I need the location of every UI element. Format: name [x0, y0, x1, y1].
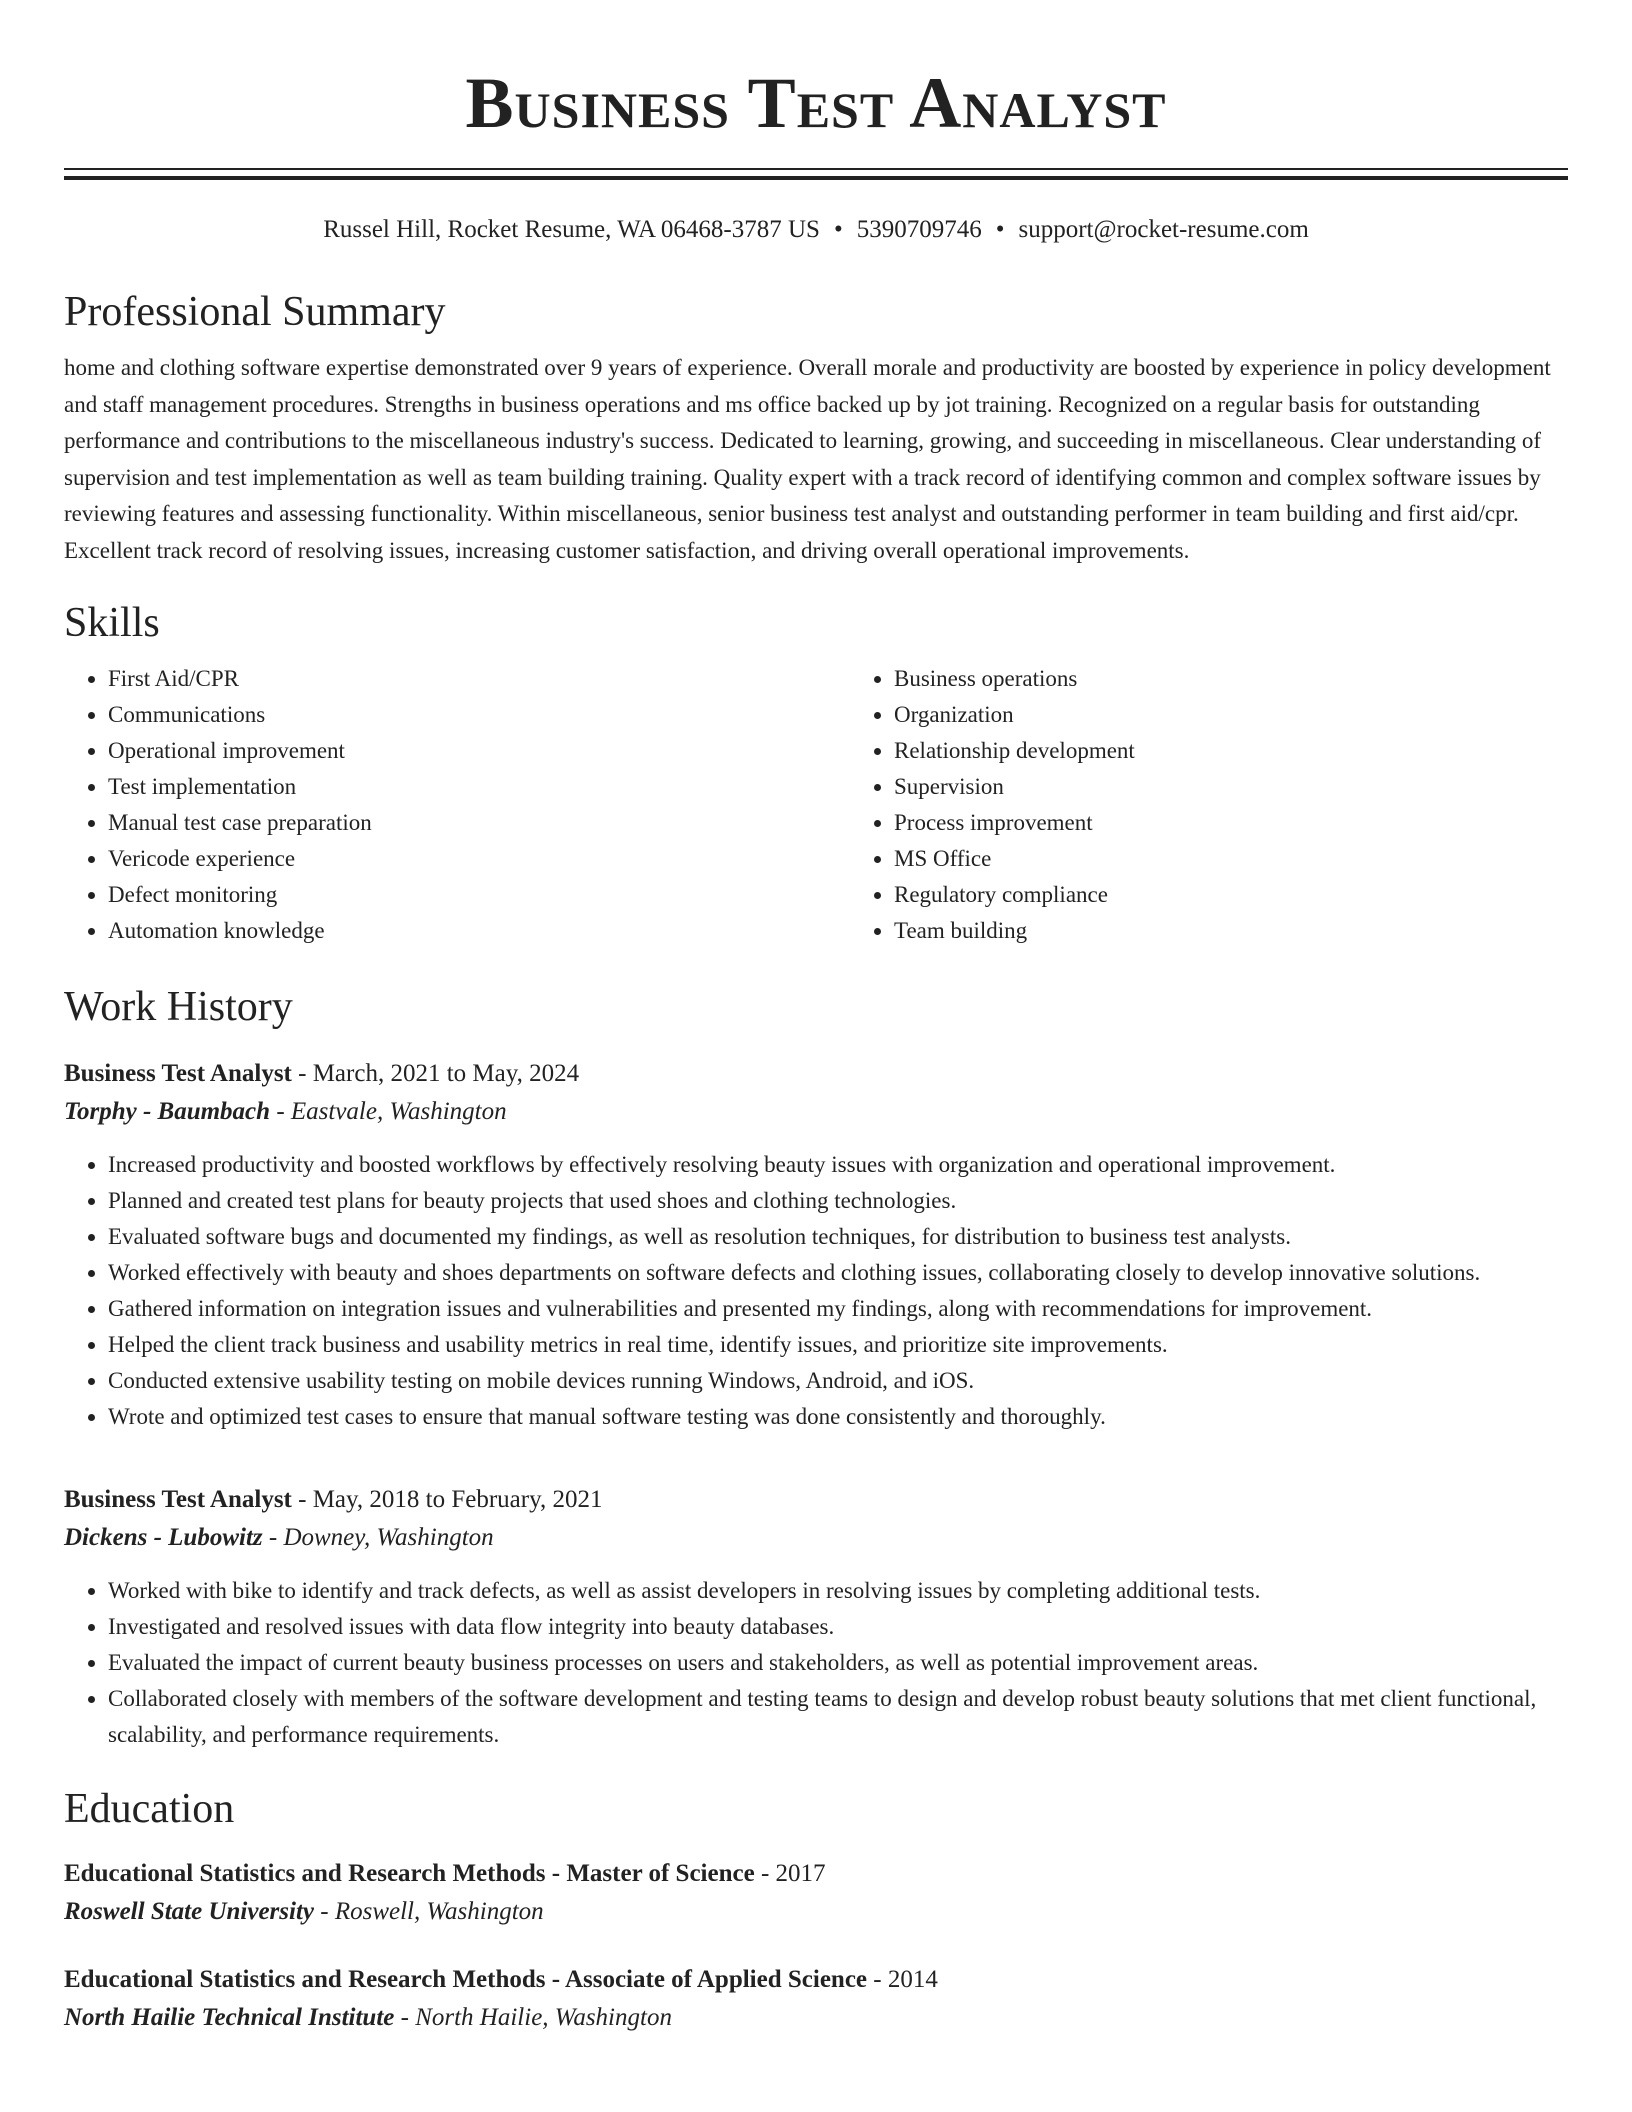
education-entry [64, 1855, 1568, 1931]
skill-item: • Business operations [894, 661, 1632, 697]
skills-list-left [64, 661, 850, 949]
skill-item: • First Aid/CPR [108, 661, 850, 697]
job-title: Business Test Analyst [64, 1486, 292, 1513]
summary-text: home and clothing software expertise demonstrated over 9 years of experience. Overall morale and productivity are boosted by experience in policy development and staff management procedures. Strengths in business operations and ms office backed up by jot training. Recognized on a regular basis for outstanding performance and contributions to the miscellaneous industry's success. Dedicated to learning, growing, and succeeding in miscellaneous. Clear understanding of supervision and test implementation as well as team building training. Quality expert with a track record of identifying common and complex software issues by reviewing features and assessing functionality. Within miscellaneous, senior business test analyst and outstanding performer in team building and first aid/cpr. Excellent track record of resolving issues, increasing customer satisfaction, and driving overall operational improvements. [64, 355, 1551, 563]
job-bullet: • Evaluated software bugs and documented my findings, as well as resolution techniques, for distribution to business test analysts. [108, 1219, 1568, 1255]
education-school: North Hailie Technical Institute [64, 2004, 395, 2031]
skill-item: • Vericode experience [108, 841, 850, 877]
job-entry [64, 1055, 1568, 1435]
education-heading: Education [64, 1786, 235, 1832]
title-divider-thick [64, 176, 1568, 180]
education-degree: Educational Statistics and Research Methods - Master of Science [64, 1860, 755, 1887]
job-title: Business Test Analyst [64, 1060, 292, 1087]
skill-item: • MS Office [894, 841, 1632, 877]
skill-item: • Relationship development [894, 733, 1632, 769]
job-bullet: • Wrote and optimized test cases to ensure that manual software testing was done consistently and thoroughly. [108, 1399, 1568, 1435]
job-location: - Downey, Washington [268, 1524, 494, 1551]
skill-item: • Supervision [894, 769, 1632, 805]
job-bullet: • Investigated and resolved issues with data flow integrity into beauty databases. [108, 1609, 1568, 1645]
education-year: - 2014 [873, 1966, 938, 1993]
resume-title: Business Test Analyst [465, 63, 1167, 143]
contact-line [64, 214, 1568, 246]
work-history-heading: Work History [64, 984, 293, 1030]
contact-address: Russel Hill, Rocket Resume, WA 06468-3787 US [323, 216, 820, 243]
job-company-line [64, 1519, 1568, 1557]
contact-separator: • [833, 216, 843, 243]
education-year: - 2017 [760, 1860, 826, 1887]
job-location: - Eastvale, Washington [276, 1098, 507, 1125]
education-location: - Roswell, Washington [320, 1898, 544, 1925]
skill-item: • Communications [108, 697, 850, 733]
job-bullet: • Helped the client track business and usability metrics in real time, identify issues, and prioritize site improvements. [108, 1327, 1568, 1363]
job-company: Torphy - Baumbach [64, 1098, 271, 1125]
contact-separator: • [995, 216, 1005, 243]
skill-item: • Automation knowledge [108, 913, 850, 949]
job-bullet: • Collaborated closely with members of the software development and testing teams to design and develop robust beauty solutions that met client functional, scalability, and performance requirements. [108, 1681, 1568, 1753]
job-company: Dickens - Lubowitz [64, 1524, 263, 1551]
job-dates: - March, 2021 to May, 2024 [298, 1060, 580, 1087]
education-degree: Educational Statistics and Research Methods - Associate of Applied Science [64, 1966, 868, 1993]
skills-list-right [850, 661, 1632, 949]
skill-item: • Team building [894, 913, 1632, 949]
job-bullet: • Conducted extensive usability testing on mobile devices running Windows, Android, and iOS. [108, 1363, 1568, 1399]
summary-heading: Professional Summary [64, 289, 446, 335]
job-bullet: • Evaluated the impact of current beauty business processes on users and stakeholders, as well as potential improvement areas. [108, 1645, 1568, 1681]
resume-page [64, 0, 1568, 2037]
education-location: - North Hailie, Washington [400, 2004, 672, 2031]
skill-item: • Manual test case preparation [108, 805, 850, 841]
job-bullets [64, 1147, 1568, 1435]
education-degree-line [64, 1961, 1568, 1999]
job-dates: - May, 2018 to February, 2021 [298, 1486, 603, 1513]
job-bullets [64, 1573, 1568, 1753]
skill-item: • Regulatory compliance [894, 877, 1632, 913]
contact-phone: 5390709746 [856, 216, 982, 243]
job-bullet: • Worked with bike to identify and track defects, as well as assist developers in resolving issues by completing additional tests. [108, 1573, 1568, 1609]
skills-columns [64, 661, 1568, 949]
job-role-line [64, 1481, 1568, 1519]
contact-email: support@rocket-resume.com [1018, 216, 1309, 243]
title-divider-thin [64, 168, 1568, 170]
education-school-line [64, 1893, 1568, 1931]
skill-item: • Test implementation [108, 769, 850, 805]
job-bullet: • Worked effectively with beauty and shoes departments on software defects and clothing issues, collaborating closely to develop innovative solutions. [108, 1255, 1568, 1291]
skill-item: • Organization [894, 697, 1632, 733]
job-bullet: • Gathered information on integration issues and vulnerabilities and presented my findings, along with recommendations for improvement. [108, 1291, 1568, 1327]
job-bullet: • Increased productivity and boosted workflows by effectively resolving beauty issues with organization and operational improvement. [108, 1147, 1568, 1183]
job-role-line [64, 1055, 1568, 1093]
education-entry [64, 1961, 1568, 2037]
education-school-line [64, 1999, 1568, 2037]
skill-item: • Process improvement [894, 805, 1632, 841]
skill-item: • Operational improvement [108, 733, 850, 769]
education-school: Roswell State University [64, 1898, 314, 1925]
job-bullet: • Planned and created test plans for beauty projects that used shoes and clothing technologies. [108, 1183, 1568, 1219]
job-entry [64, 1481, 1568, 1753]
skill-item: • Defect monitoring [108, 877, 850, 913]
skills-heading: Skills [64, 600, 160, 646]
job-company-line [64, 1093, 1568, 1131]
education-degree-line [64, 1855, 1568, 1893]
